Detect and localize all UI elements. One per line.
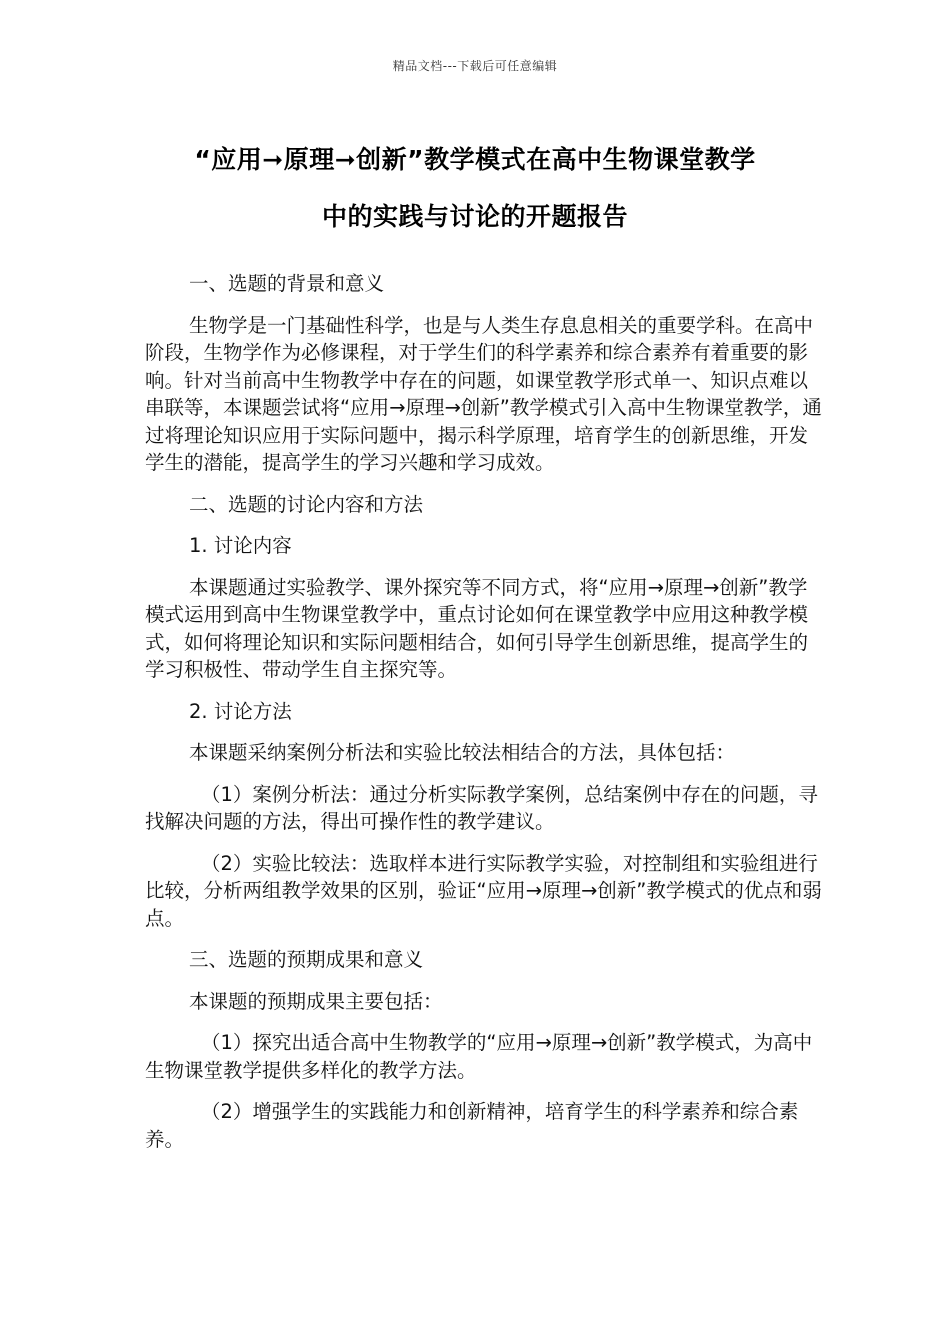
section-3-list-item-2: （2）增强学生的实践能力和创新精神，培育学生的科学素养和综合素养。	[145, 1100, 799, 1151]
section-1-paragraph: 生物学是一门基础性科学，也是与人类生存息息相关的重要学科。在高中阶段，生物学作为必修课程，对于学生们的科学素养和综合素养有着重要的影响。针对当前高中生物教学中存在的问题，如课堂教学形式单一、知识点难以串联等，本课题尝试将“应用→原理→创新”教学模式引入高中生物课堂教学，通过将理论知识应用于实际问题中，揭示科学原理，培育学生的创新思维，开发学生的潜能，提高学生的学习兴趣和学习成效。	[145, 313, 822, 474]
section-3-list-item-1: （1）探究出适合高中生物教学的“应用→原理→创新”教学模式，为高中生物课堂教学提供多样化的教学方法。	[145, 1031, 813, 1082]
header-note: 精品文档---下载后可任意编辑	[392, 59, 558, 73]
section-2-heading: 二、选题的讨论内容和方法	[189, 492, 424, 516]
section-1-heading: 一、选题的背景和意义	[189, 272, 385, 295]
document-body	[145, 270, 825, 1167]
section-3-heading: 三、选题的预期成果和意义	[189, 948, 424, 971]
section-2-subheading-2: 2. 讨论方法	[189, 699, 292, 723]
document-title-line-2: 中的实践与讨论的开题报告	[321, 202, 628, 231]
section-2-subparagraph-1: 本课题通过实验教学、课外探究等不同方式，将“应用→原理→创新”教学模式运用到高中生物课堂教学中，重点讨论如何在课堂教学中应用这种教学模式，如何将理论知识和实际问题相结合，如何引导学生创新思维，提高学生的学习积极性、带动学生自主探究等。	[145, 575, 809, 681]
section-2-subparagraph-2: 本课题采纳案例分析法和实验比较法相结合的方法，具体包括：	[189, 741, 736, 764]
section-2-list-item-1: （1）案例分析法：通过分析实际教学案例，总结案例中存在的问题，寻找解决问题的方法，得出可操作性的教学建议。	[145, 782, 818, 833]
section-3-paragraph: 本课题的预期成果主要包括：	[189, 989, 443, 1013]
section-2-list-item-2: （2）实验比较法：选取样本进行实际教学实验，对控制组和实验组进行比较，分析两组教学效果的区别，验证“应用→原理→创新”教学模式的优点和弱点。	[145, 851, 822, 930]
document-title-line-1: “应用➞原理➞创新”教学模式在高中生物课堂教学	[194, 145, 756, 174]
section-2-subheading-1: 1. 讨论内容	[189, 534, 292, 557]
